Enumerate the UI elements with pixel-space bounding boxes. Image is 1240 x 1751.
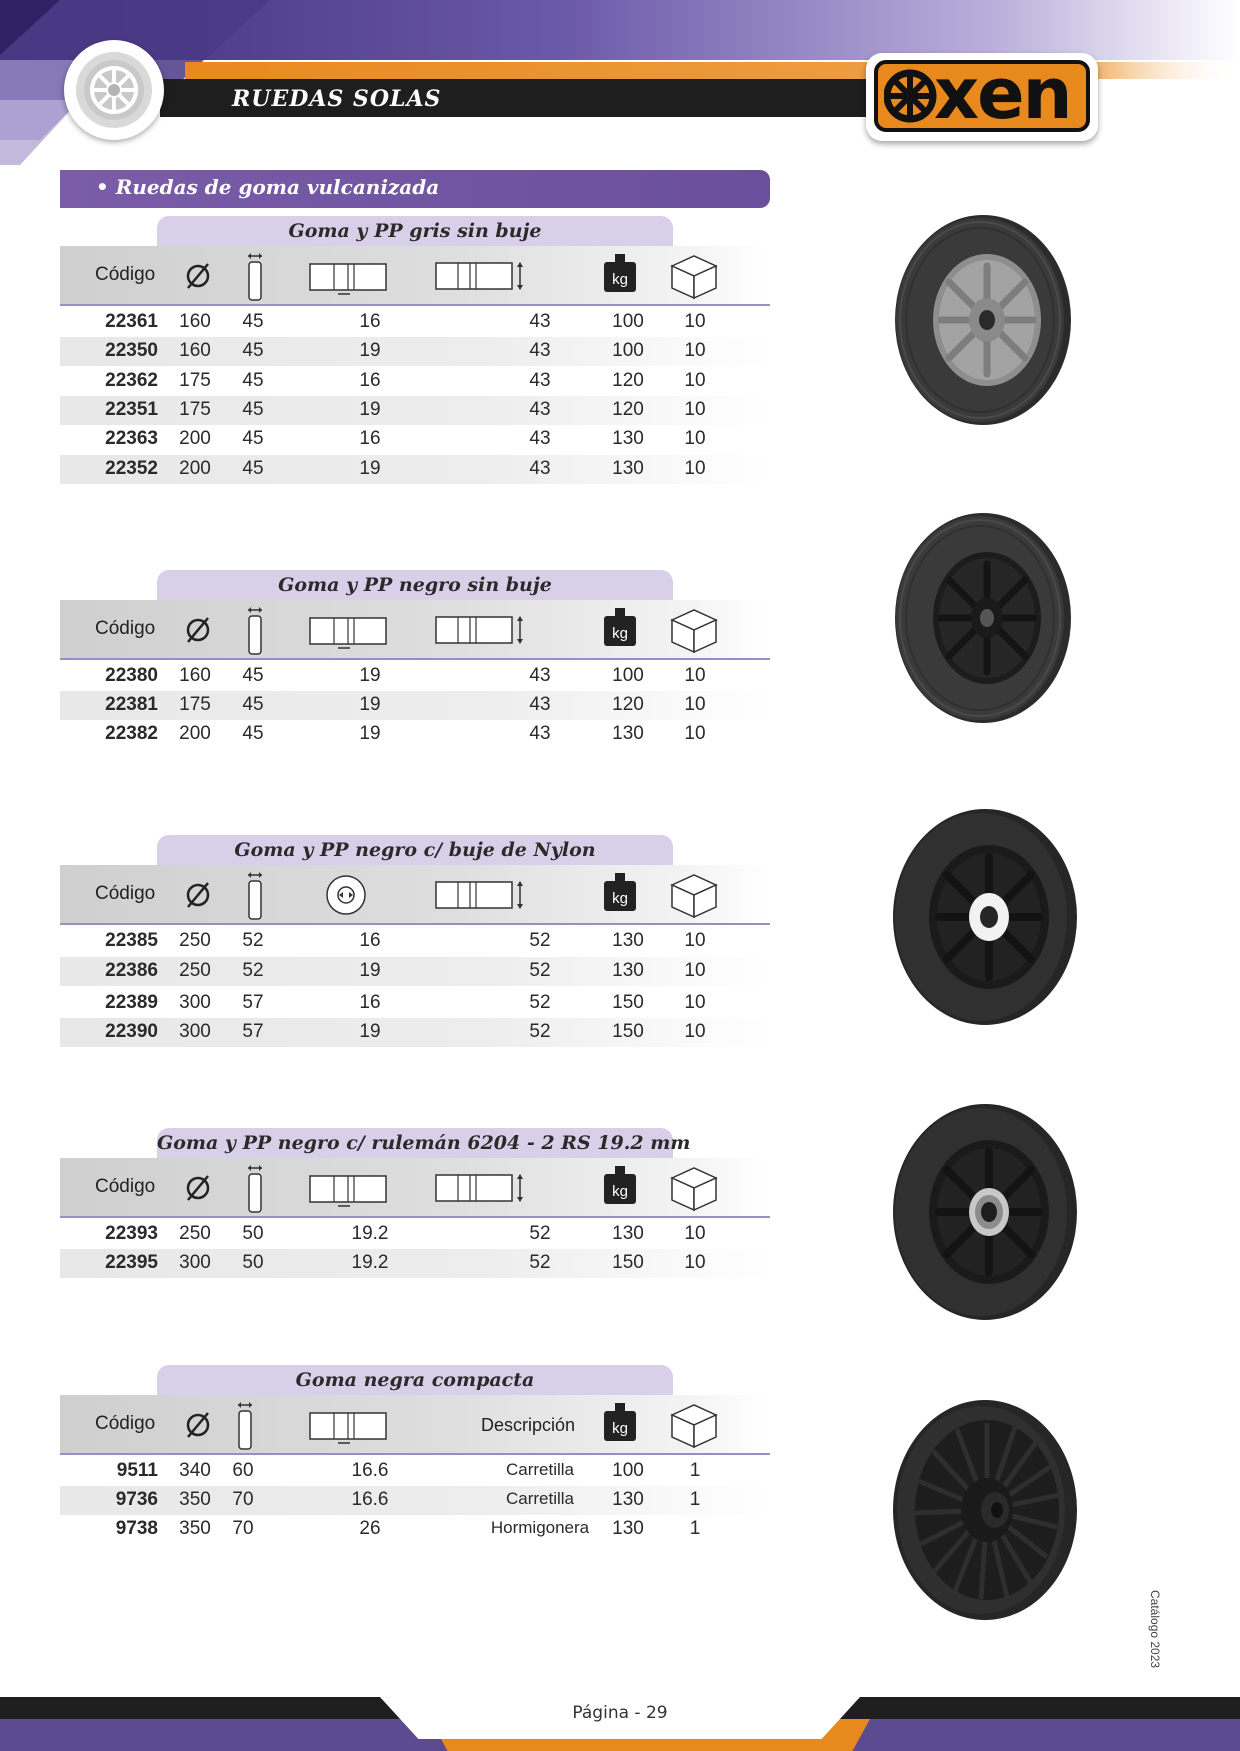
cell-axle: 19.2 [351, 1252, 389, 1273]
cell-code: 22389 [105, 992, 158, 1013]
page-number: Página - 29 [572, 1703, 668, 1723]
table-row[interactable] [60, 367, 770, 396]
table-row[interactable] [60, 396, 770, 425]
cell-kg: 120 [612, 694, 644, 715]
cell-kg: 150 [612, 1021, 644, 1042]
cell-box: 10 [684, 694, 706, 715]
cell-box: 10 [684, 1021, 706, 1042]
table-row[interactable] [60, 308, 770, 337]
axle-diameter-icon [300, 1158, 400, 1218]
cell-kg: 130 [612, 960, 644, 981]
cell-dia: 175 [179, 370, 211, 391]
cell-box: 10 [684, 960, 706, 981]
weight-icon [600, 1395, 640, 1455]
cell-code: 22363 [105, 428, 158, 449]
cell-box: 10 [684, 665, 706, 686]
cell-kg: 100 [612, 1460, 644, 1481]
cell-axle: 26 [359, 1518, 381, 1539]
product-group-bearing [60, 1128, 770, 1280]
product-group-nylon [60, 835, 770, 1045]
cell-hub: 43 [529, 399, 551, 420]
cell-kg: 130 [612, 1223, 644, 1244]
group-title: Goma y PP gris sin buje [157, 216, 673, 246]
group-title: Goma y PP negro sin buje [157, 570, 673, 600]
cell-code: 22361 [105, 311, 158, 332]
cell-box: 10 [684, 1223, 706, 1244]
cell-wid: 45 [242, 428, 264, 449]
table-row[interactable] [60, 1220, 770, 1249]
diameter-icon [178, 1158, 218, 1218]
cell-hub: 43 [529, 458, 551, 479]
cell-code: 22386 [105, 960, 158, 981]
cell-axle: 19 [359, 665, 381, 686]
table-header-row [60, 600, 770, 660]
header-title: RUEDAS SOLAS [232, 86, 442, 112]
cell-wid: 45 [242, 370, 264, 391]
table-header-row [60, 246, 770, 306]
table-row[interactable] [60, 989, 770, 1018]
cell-code: 22395 [105, 1252, 158, 1273]
cell-code: 22380 [105, 665, 158, 686]
wheel-width-icon [235, 246, 275, 306]
svg-text:kg: kg [612, 1183, 628, 1200]
cell-axle: 16 [359, 428, 381, 449]
wheel-image-black-hub [885, 508, 1075, 728]
cell-code: 9511 [116, 1460, 158, 1481]
group-title: Goma y PP negro c/ buje de Nylon [157, 835, 673, 865]
cell-dia: 200 [179, 458, 211, 479]
cell-box: 10 [684, 428, 706, 449]
cell-hub: 43 [529, 428, 551, 449]
code-column-label: Código [95, 883, 156, 904]
cell-hub: 52 [529, 930, 551, 951]
cell-code: 22351 [105, 399, 158, 420]
cell-hub: 52 [529, 960, 551, 981]
weight-icon [600, 246, 640, 306]
group-title: Goma negra compacta [157, 1365, 673, 1395]
cell-box: 10 [684, 340, 706, 361]
hub-length-icon [426, 600, 536, 660]
cell-wid: 45 [242, 340, 264, 361]
axle-diameter-icon [300, 600, 400, 660]
cell-dia: 300 [179, 992, 211, 1013]
wheel-image-nylon-bushing [885, 805, 1080, 1030]
header-wheel-logo [64, 40, 164, 140]
code-column-label: Código [95, 1176, 156, 1197]
cell-wid: 60 [232, 1460, 254, 1481]
logo-wheel-icon [884, 64, 940, 128]
cell-axle: 19.2 [351, 1223, 389, 1244]
cell-code: 22381 [105, 694, 158, 715]
cell-dia: 300 [179, 1021, 211, 1042]
cell-code: 22382 [105, 723, 158, 744]
table-header-row [60, 1395, 770, 1455]
code-column-label: Código [95, 264, 156, 285]
cell-dia: 175 [179, 399, 211, 420]
cell-hub: Carretilla [505, 1460, 575, 1479]
svg-text:kg: kg [612, 271, 628, 288]
code-column-label: Código [95, 1413, 156, 1434]
cell-code: 22390 [105, 1021, 158, 1042]
cell-wid: 70 [232, 1489, 254, 1510]
table-row[interactable] [60, 1486, 770, 1515]
cell-wid: 45 [242, 723, 264, 744]
weight-icon [600, 600, 640, 660]
diameter-icon [178, 600, 218, 660]
page-header [0, 0, 1240, 170]
cell-axle: 19 [359, 458, 381, 479]
package-box-icon [664, 865, 720, 925]
package-box-icon [664, 1158, 720, 1218]
cell-hub: 43 [529, 694, 551, 715]
code-column-label: Código [95, 618, 156, 639]
weight-icon [600, 865, 640, 925]
axle-diameter-icon [300, 1395, 400, 1455]
cell-wid: 57 [242, 1021, 264, 1042]
hub-length-icon [426, 1158, 536, 1218]
table-row[interactable] [60, 957, 770, 986]
cell-box: 1 [689, 1460, 701, 1481]
cell-code: 22350 [105, 340, 158, 361]
product-group-gray [60, 216, 770, 486]
cell-hub: Carretilla [505, 1489, 575, 1508]
diameter-icon [178, 246, 218, 306]
diameter-icon [178, 1395, 218, 1455]
logo-text: xen [934, 53, 1071, 135]
cell-axle: 16.6 [351, 1489, 389, 1510]
cell-wid: 52 [242, 930, 264, 951]
diameter-icon [178, 865, 218, 925]
cell-kg: 120 [612, 399, 644, 420]
cell-dia: 160 [179, 665, 211, 686]
cell-wid: 70 [232, 1518, 254, 1539]
cell-code: 22385 [105, 930, 158, 951]
cell-dia: 250 [179, 930, 211, 951]
table-row[interactable] [60, 927, 770, 956]
table-header-row [60, 865, 770, 925]
cell-box: 10 [684, 1252, 706, 1273]
section-subtitle: • Ruedas de goma vulcanizada [96, 175, 440, 199]
cell-hub: 52 [529, 1021, 551, 1042]
cell-wid: 57 [242, 992, 264, 1013]
svg-text:kg: kg [612, 1420, 628, 1437]
catalog-year: Catálogo 2023 [1148, 1590, 1162, 1669]
cell-wid: 45 [242, 694, 264, 715]
table-row[interactable] [60, 1515, 770, 1544]
cell-box: 1 [689, 1489, 701, 1510]
cell-hub: Hormigonera [490, 1518, 590, 1537]
cell-kg: 130 [612, 1489, 644, 1510]
cell-axle: 19 [359, 694, 381, 715]
cell-dia: 350 [179, 1518, 211, 1539]
wheel-width-icon [225, 1395, 265, 1455]
cell-code: 9738 [115, 1518, 158, 1539]
cell-kg: 130 [612, 930, 644, 951]
cell-axle: 16 [359, 992, 381, 1013]
table-row[interactable] [60, 691, 770, 720]
cell-axle: 19 [359, 723, 381, 744]
cell-kg: 100 [612, 311, 644, 332]
hub-length-icon [426, 246, 536, 306]
cell-hub: 52 [529, 1252, 551, 1273]
cell-box: 10 [684, 992, 706, 1013]
wheel-width-icon [235, 1158, 275, 1218]
table-row[interactable] [60, 662, 770, 691]
cell-box: 1 [689, 1518, 701, 1539]
wheel-image-gray-hub [885, 210, 1075, 430]
cell-box: 10 [684, 723, 706, 744]
cell-axle: 16.6 [351, 1460, 389, 1481]
cell-axle: 19 [359, 399, 381, 420]
table-row[interactable] [60, 425, 770, 454]
cell-axle: 16 [359, 930, 381, 951]
table-row[interactable] [60, 720, 770, 749]
cell-hub: 43 [529, 311, 551, 332]
wheel-image-bearing [885, 1100, 1080, 1325]
cell-hub: 43 [529, 665, 551, 686]
cell-dia: 160 [179, 340, 211, 361]
group-title: Goma y PP negro c/ rulemán 6204 - 2 RS 19.2 mm [157, 1128, 673, 1158]
cell-wid: 45 [242, 458, 264, 479]
product-group-black [60, 570, 770, 750]
table-row[interactable] [60, 1018, 770, 1047]
wheel-width-icon [235, 865, 275, 925]
cell-axle: 19 [359, 1021, 381, 1042]
svg-text:kg: kg [612, 625, 628, 642]
cell-hub: 43 [529, 370, 551, 391]
axle-diameter-icon [300, 246, 400, 306]
cell-wid: 45 [242, 311, 264, 332]
cell-dia: 340 [179, 1460, 211, 1481]
cell-box: 10 [684, 930, 706, 951]
section-subtitle-bar [60, 170, 770, 208]
cell-code: 22352 [105, 458, 158, 479]
cell-kg: 130 [612, 458, 644, 479]
cell-kg: 100 [612, 340, 644, 361]
table-header-row [60, 1158, 770, 1218]
cell-box: 10 [684, 370, 706, 391]
product-group-compact [60, 1365, 770, 1545]
cell-dia: 200 [179, 723, 211, 744]
cell-hub: 43 [529, 340, 551, 361]
cell-code: 22362 [105, 370, 158, 391]
cell-code: 9736 [115, 1489, 158, 1510]
wheel-icon [64, 40, 164, 140]
cell-dia: 350 [179, 1489, 211, 1510]
package-box-icon [664, 246, 720, 306]
package-box-icon [664, 1395, 720, 1455]
cell-kg: 150 [612, 992, 644, 1013]
cell-kg: 130 [612, 1518, 644, 1539]
wheel-width-icon [235, 600, 275, 660]
cell-axle: 16 [359, 311, 381, 332]
brand-logo-inner [874, 53, 1090, 135]
cell-axle: 16 [359, 370, 381, 391]
cell-kg: 130 [612, 428, 644, 449]
cell-box: 10 [684, 399, 706, 420]
cell-dia: 250 [179, 1223, 211, 1244]
cell-dia: 250 [179, 960, 211, 981]
table-row[interactable] [60, 337, 770, 366]
cell-hub: 52 [529, 1223, 551, 1244]
cell-code: 22393 [105, 1223, 158, 1244]
cell-dia: 175 [179, 694, 211, 715]
table-row[interactable] [60, 1249, 770, 1278]
cell-axle: 19 [359, 960, 381, 981]
cell-dia: 200 [179, 428, 211, 449]
cell-wid: 45 [242, 399, 264, 420]
cell-hub: 43 [529, 723, 551, 744]
cell-wid: 52 [242, 960, 264, 981]
table-row[interactable] [60, 455, 770, 484]
cell-dia: 160 [179, 311, 211, 332]
cell-wid: 50 [242, 1223, 264, 1244]
cell-box: 10 [684, 458, 706, 479]
bushing-icon [316, 865, 376, 925]
description-column-label: Descripción [480, 1415, 576, 1435]
cell-dia: 300 [179, 1252, 211, 1273]
package-box-icon [664, 600, 720, 660]
cell-kg: 150 [612, 1252, 644, 1273]
cell-kg: 120 [612, 370, 644, 391]
svg-text:kg: kg [612, 890, 628, 907]
cell-wid: 50 [242, 1252, 264, 1273]
brand-logo[interactable] [866, 53, 1098, 141]
cell-axle: 19 [359, 340, 381, 361]
cell-kg: 130 [612, 723, 644, 744]
cell-box: 10 [684, 311, 706, 332]
wheel-image-compact [885, 1395, 1080, 1625]
hub-length-icon [426, 865, 536, 925]
cell-wid: 45 [242, 665, 264, 686]
cell-hub: 52 [529, 992, 551, 1013]
cell-kg: 100 [612, 665, 644, 686]
table-row[interactable] [60, 1457, 770, 1486]
weight-icon [600, 1158, 640, 1218]
